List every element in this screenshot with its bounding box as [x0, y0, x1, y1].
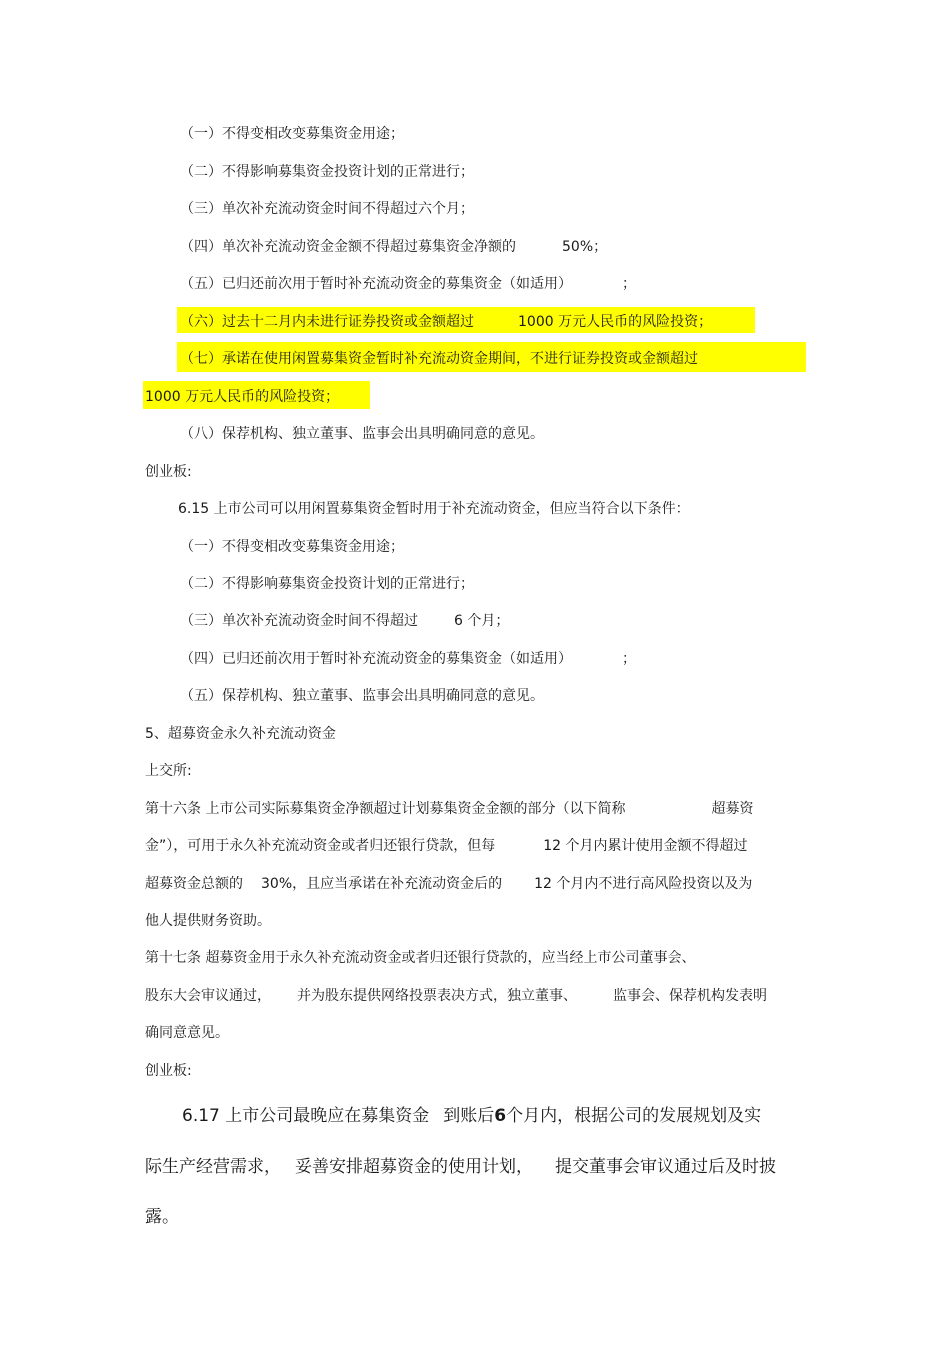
sse-item-4: （四）单次补充流动资金金额不得超过募集资金净额的 50%； [180, 239, 608, 255]
gem-item-1: （一）不得变相改变募集资金用途； [180, 539, 404, 555]
sse-item-6: （六）过去十二月内未进行证券投资或金额超过 1000 万元人民币的风险投资； [180, 314, 713, 330]
gem-item-2: （二）不得影响募集资金投资计划的正常进行； [180, 576, 474, 592]
sse-item-7-cont: 1000 万元人民币的风险投资； [145, 389, 340, 405]
sse-label: 上交所: [145, 763, 192, 779]
sse-item-1: （一）不得变相改变募集资金用途； [180, 126, 404, 142]
gem-item-3: （三）单次补充流动资金时间不得超过 6 个月； [180, 613, 510, 629]
gem-label-2: 创业板: [145, 1063, 192, 1079]
sse-item-3: （三）单次补充流动资金时间不得超过六个月； [180, 201, 474, 217]
sse-item-5: （五）已归还前次用于暂时补充流动资金的募集资金（如适用） ； [180, 276, 636, 292]
gem-label-1: 创业板: [145, 464, 192, 480]
sse-item-8: （八）保荐机构、独立董事、监事会出具明确同意的意见。 [180, 426, 544, 442]
section5-heading: 5、超募资金永久补充流动资金 [145, 726, 336, 742]
art16-line-4: 他人提供财务资助。 [145, 913, 271, 929]
sse-item-2: （二）不得影响募集资金投资计划的正常进行； [180, 164, 474, 180]
rule-617-line-3: 露。 [145, 1207, 179, 1227]
art17-line-1: 第十七条 超募资金用于永久补充流动资金或者归还银行贷款的，应当经上市公司董事会、 [145, 950, 696, 966]
rule-617-line-1: 6.17 上市公司最晚应在募集资金 到账后6个月内，根据公司的发展规划及实 [182, 1106, 762, 1126]
art17-line-2: 股东大会审议通过， 并为股东提供网络投票表决方式，独立董事、 监事会、保荐机构发表明 [145, 988, 767, 1004]
rule-617-line-2: 际生产经营需求， 妥善安排超募资金的使用计划， 提交董事会审议通过后及时披 [145, 1157, 776, 1177]
gem-item-5: （五）保荐机构、独立董事、监事会出具明确同意的意见。 [180, 688, 544, 704]
gem-item-4: （四）已归还前次用于暂时补充流动资金的募集资金（如适用） ； [180, 651, 636, 667]
gem-rule-615: 6.15 上市公司可以用闲置募集资金暂时用于补充流动资金，但应当符合以下条件： [178, 501, 690, 517]
art16-line-3: 超募资金总额的 30%，且应当承诺在补充流动资金后的 12 个月内不进行高风险投资以及为 [145, 876, 753, 892]
art16-line-1: 第十六条 上市公司实际募集资金净额超过计划募集资金金额的部分（以下简称 超募资 [145, 801, 754, 817]
sse-item-7: （七）承诺在使用闲置募集资金暂时补充流动资金期间，不进行证券投资或金额超过 [180, 351, 698, 367]
art17-line-3: 确同意意见。 [145, 1025, 229, 1041]
art16-line-2: 金”），可用于永久补充流动资金或者归还银行贷款，但每 12 个月内累计使用金额不得超过 [145, 838, 748, 854]
